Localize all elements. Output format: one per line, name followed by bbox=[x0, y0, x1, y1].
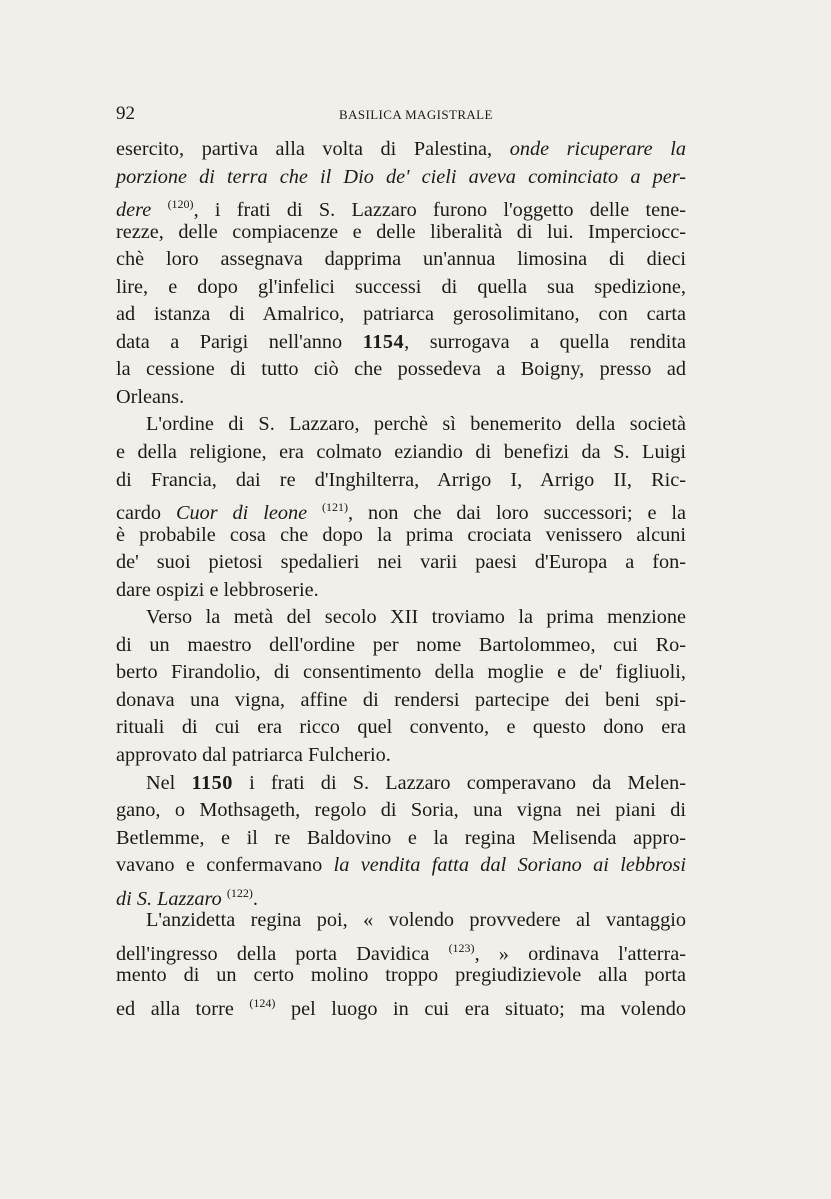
year: 1154 bbox=[362, 330, 405, 353]
italic-phrase: Cuor di leone bbox=[175, 502, 308, 525]
running-title: BASILICA MAGISTRALE bbox=[339, 107, 493, 122]
text-line: approvato dal patriarca Fulcherio. bbox=[116, 744, 391, 767]
page-header bbox=[116, 103, 686, 125]
footnote-ref: (121) bbox=[322, 500, 349, 515]
text-line: cardo Cuor di leone $^{(121)}$, non che dai loro successori; e la bbox=[116, 500, 687, 525]
text-line: gano, o Mothsageth, regolo di Soria, una vigna nei piani di bbox=[116, 799, 686, 822]
paragraph bbox=[116, 604, 686, 769]
year: 1150 bbox=[191, 771, 233, 794]
text-line: vavano e confermavano la vendita fatta dal Soriano ai lebbrosi bbox=[116, 854, 686, 877]
text-line: è probabile cosa che dopo la prima crociata venissero alcuni bbox=[116, 523, 686, 546]
paragraph bbox=[116, 907, 687, 1020]
text-line: chè loro assegnava dapprima un'annua limosina di dieci bbox=[116, 248, 686, 271]
text-line: mento di un certo molino troppo pregiudizievole alla porta bbox=[116, 964, 686, 987]
text-line: dere $^{(120)}$, i frati di S. Lazzaro furono l'oggetto delle tene- bbox=[116, 197, 686, 222]
italic-phrase: porzione di terra che il Dio de' cieli aveva cominciato a per- bbox=[116, 165, 686, 188]
footnote-ref: (120) bbox=[167, 197, 194, 212]
page-number: 92 bbox=[116, 103, 135, 124]
text-line: ad istanza di Amalrico, patriarca gerosolimitano, con carta bbox=[116, 303, 686, 326]
text-line: de' suoi pietosi spedalieri nei varii paesi d'Europa a fon- bbox=[116, 551, 686, 574]
text-line bbox=[116, 164, 686, 192]
text-line: rituali di cui era ricco quel convento, e questo dono era bbox=[116, 716, 686, 739]
text-line: di un maestro dell'ordine per nome Bartolommeo, cui Ro- bbox=[116, 633, 686, 656]
text-line: donava una vigna, affine di rendersi partecipe dei beni spi- bbox=[116, 688, 686, 711]
italic-phrase: di S. Lazzaro bbox=[116, 887, 222, 910]
text-line: dell'ingresso della porta Davidica $^{(123)}$, » ordinava l'atterra- bbox=[116, 940, 687, 965]
text-line: di S. Lazzaro $^{(122)}$. bbox=[116, 885, 258, 910]
italic-phrase: onde ricuperare la bbox=[509, 138, 686, 160]
text-line: ed alla torre $^{(124)}$ pel luogo in cui era situato; ma volendo bbox=[116, 995, 686, 1020]
text-line: L'anzidetta regina poi, « volendo provvedere al vantaggio bbox=[146, 909, 686, 932]
text-line: berto Firandolio, di consentimento della moglie e de' figliuoli, bbox=[116, 661, 686, 684]
footnote-ref: (122) bbox=[226, 885, 253, 900]
italic-phrase: la vendita fatta dal Soriano ai lebbrosi bbox=[333, 854, 686, 877]
paragraph bbox=[116, 411, 686, 604]
text-line: L'ordine di S. Lazzaro, perchè sì benemerito della società bbox=[146, 413, 686, 436]
paragraph bbox=[116, 770, 686, 908]
text-line: data a Parigi nell'anno 1154, surrogava a quella rendita bbox=[116, 330, 687, 353]
italic-phrase: dere bbox=[116, 199, 152, 222]
body-text bbox=[116, 136, 686, 1018]
text-line: dare ospizi e lebbroserie. bbox=[116, 578, 319, 601]
text-line: rezze, delle compiacenze e delle liberalità di lui. Imperciocc- bbox=[116, 220, 686, 243]
text-line: Betlemme, e il re Baldovino e la regina Melisenda appro- bbox=[116, 826, 686, 849]
footnote-ref: (124) bbox=[249, 995, 276, 1010]
footnote-ref: (123) bbox=[448, 940, 475, 955]
text-line: Nel 1150 i frati di S. Lazzaro comperavano da Melen- bbox=[146, 771, 686, 794]
text-line: esercito, partiva alla volta di Palestina, onde ricuperare la bbox=[116, 138, 686, 160]
text-line: lire, e dopo gl'infelici successi di quella sua spedizione, bbox=[116, 275, 686, 298]
text-line: di Francia, dai re d'Inghilterra, Arrigo I, Arrigo II, Ric- bbox=[116, 468, 686, 491]
text-line: Verso la metà del secolo XII troviamo la prima menzione bbox=[146, 606, 686, 629]
paragraph bbox=[116, 136, 686, 411]
text-line: la cessione di tutto ciò che possedeva a Boigny, presso ad bbox=[116, 358, 686, 381]
text-line: e della religione, era colmato eziandio di benefizi da S. Luigi bbox=[116, 441, 686, 464]
text-line: Orleans. bbox=[116, 385, 185, 408]
